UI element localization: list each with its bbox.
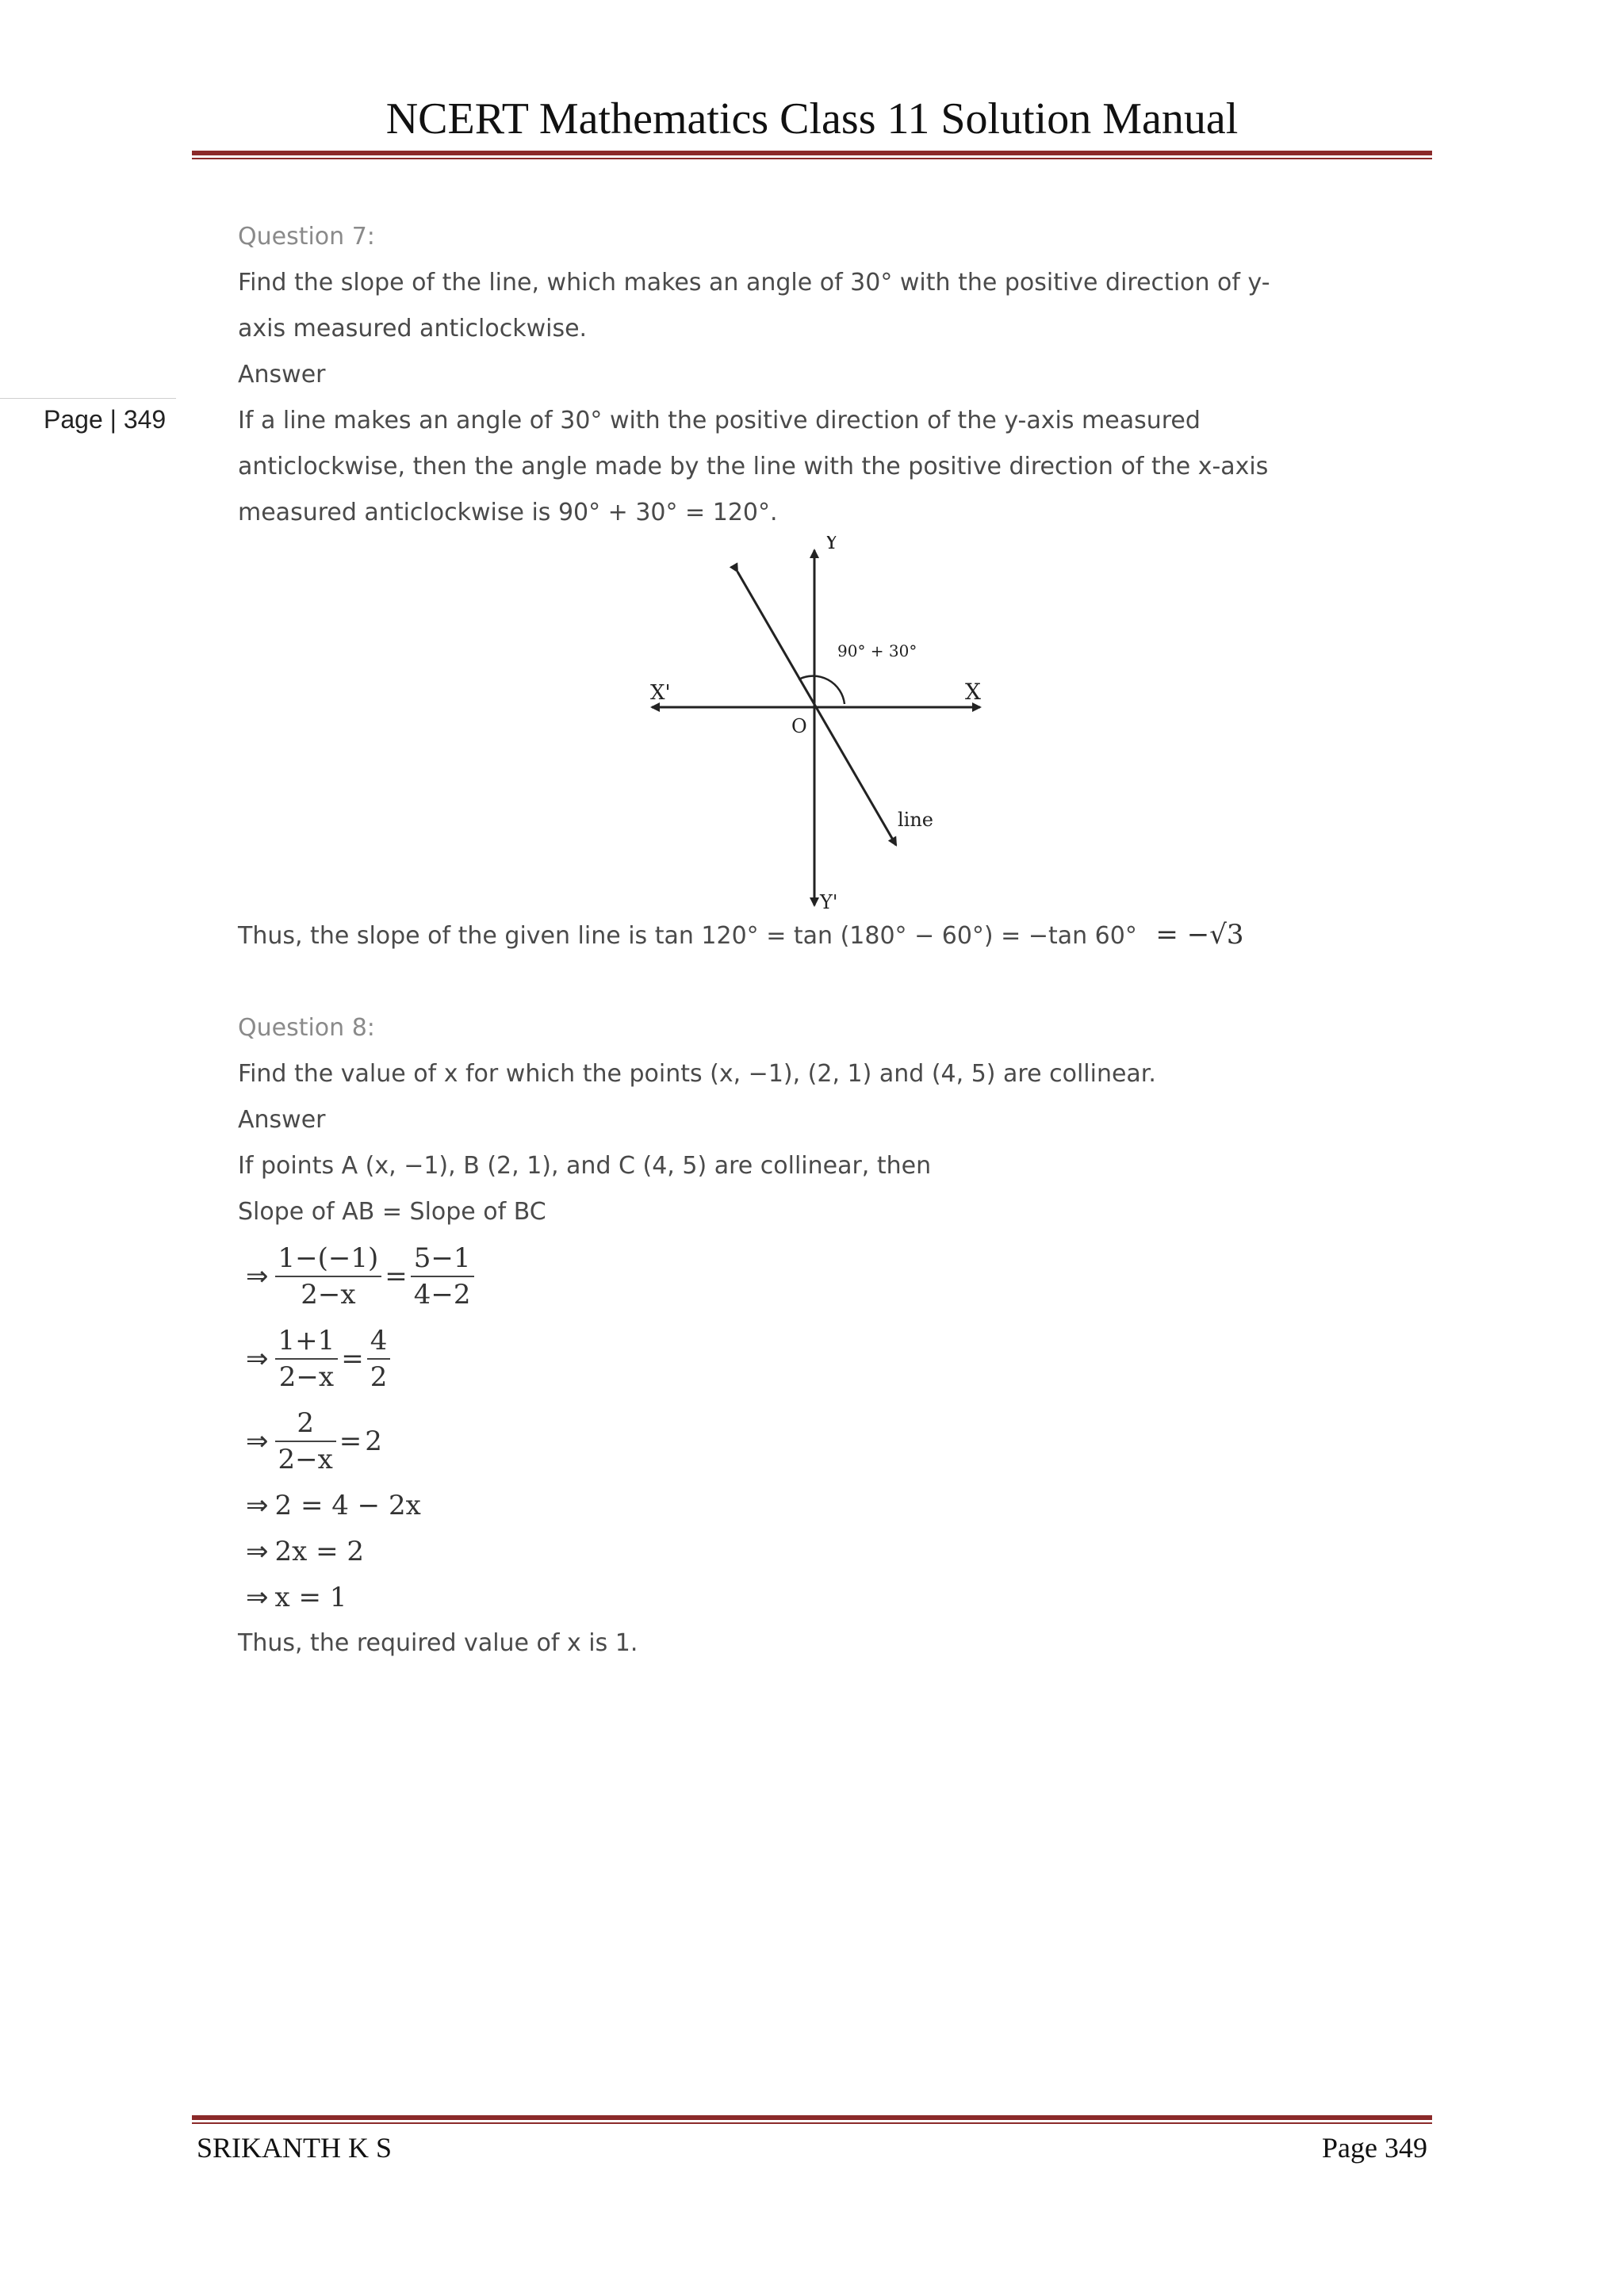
question-7-text-line2: axis measured anticlockwise. [238,315,588,342]
page-content [238,214,1411,1667]
equals-sign: = [339,1425,362,1457]
answer-7-line3: measured anticlockwise is 90° + 30° = 120°. [238,499,778,526]
answer-7-conclusion-text: Thus, the slope of the given line is tan 120° = tan (180° − 60°) = −tan 60° [238,922,1137,950]
fraction [367,1323,391,1395]
label-angle: 90° + 30° [837,641,917,660]
implies-arrow: ⇒ [246,1425,269,1457]
side-page-label: Page | 349 [44,405,167,434]
answer-7-conclusion-math: = −√3 [1155,919,1244,951]
question-7-text-line1: Find the slope of the line, which makes an angle of 30° with the positive direction of y- [238,269,1270,297]
footer-author: SRIKANTH K S [197,2132,393,2164]
fraction-denominator: 2−x [278,1361,335,1393]
equation-step-4 [238,1483,1411,1529]
equation-text: 2x = 2 [274,1536,365,1567]
header-rule-thin [192,158,1432,159]
implies-arrow: ⇒ [246,1343,269,1375]
question-8-text: Find the value of x for which the points (x, −1), (2, 1) and (4, 5) are collinear. [238,1060,1156,1088]
equation-rhs: 2 [365,1425,382,1457]
fraction [275,1323,339,1395]
fraction-numerator: 2 [275,1406,336,1442]
label-y: Y [825,536,839,554]
page-header-title: NCERT Mathematics Class 11 Solution Manual [385,94,1239,144]
answer-8-line1: If points A (x, −1), B (2, 1), and C (4, 5) are collinear, then [238,1152,932,1180]
equals-sign: = [385,1261,408,1292]
fraction-denominator: 2−x [301,1279,356,1311]
equation-text: x = 1 [274,1582,347,1613]
fraction [275,1406,336,1477]
equation-step-2 [238,1318,1411,1400]
header-rule [192,151,1432,155]
fraction [275,1241,382,1312]
equation-step-1 [238,1235,1411,1318]
fraction-numerator: 1+1 [275,1323,339,1360]
angle-diagram [238,536,1411,912]
fraction-numerator: 4 [367,1323,391,1360]
question-8-title: Question 8: [238,1014,375,1042]
footer-page-number: Page 349 [1322,2132,1427,2164]
label-y-prime: Y' [820,891,838,912]
implies-arrow: ⇒ [246,1490,269,1521]
fraction-denominator: 2 [370,1361,388,1393]
answer-7-conclusion [238,912,1411,959]
equation-text: 2 = 4 − 2x [274,1490,421,1521]
fraction [411,1241,474,1312]
section-gap [238,959,1411,1005]
equation-step-6 [238,1575,1411,1621]
question-7-title: Question 7: [238,223,375,251]
footer-rule-thin [192,2122,1432,2124]
answer-8-conclusion: Thus, the required value of x is 1. [238,1629,638,1657]
angle-diagram-svg [238,536,1411,912]
answer-8-label: Answer [238,1106,326,1134]
equals-sign: = [341,1343,364,1375]
label-x: X [965,679,981,705]
answer-7-label: Answer [238,361,326,388]
answer-7-line2: anticlockwise, then the angle made by the line with the positive direction of the x-axis [238,453,1269,480]
implies-arrow: ⇒ [246,1582,269,1613]
implies-arrow: ⇒ [246,1536,269,1567]
answer-8-line2: Slope of AB = Slope of BC [238,1198,546,1226]
fraction-numerator: 5−1 [411,1241,474,1277]
footer-rule [192,2115,1432,2120]
fraction-denominator: 2−x [278,1444,333,1475]
equation-step-5 [238,1529,1411,1575]
equation-step-3 [238,1400,1411,1483]
implies-arrow: ⇒ [246,1261,269,1292]
label-x-prime: X' [650,681,671,705]
label-origin: O [791,715,807,737]
side-divider [0,398,176,399]
label-line: line [898,809,934,831]
answer-7-line1: If a line makes an angle of 30° with the positive direction of the y-axis measured [238,407,1201,434]
fraction-numerator: 1−(−1) [275,1241,382,1277]
fraction-denominator: 4−2 [413,1279,471,1311]
